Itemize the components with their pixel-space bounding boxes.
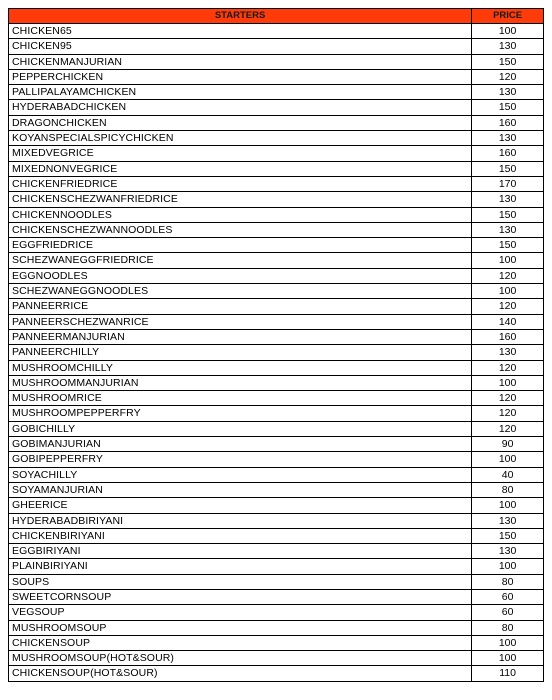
table-row [9,482,544,497]
table-row [9,360,544,375]
table-row [9,421,544,436]
item-price-cell: 130 [472,222,544,237]
item-name-cell: SOYACHILLY [9,467,472,482]
item-name-cell: PANNEERCHILLY [9,345,472,360]
table-row [9,192,544,207]
table-row [9,268,544,283]
item-name-cell: SWEETCORNSOUP [9,589,472,604]
table-row [9,528,544,543]
item-name-cell: SOUPS [9,574,472,589]
item-price-cell: 100 [472,498,544,513]
item-price-cell: 90 [472,437,544,452]
table-row [9,238,544,253]
table-row [9,513,544,528]
table-row [9,498,544,513]
table-row [9,589,544,604]
item-price-cell: 100 [472,635,544,650]
item-name-cell: GOBIMANJURIAN [9,437,472,452]
item-name-cell: MIXEDVEGRICE [9,146,472,161]
item-name-cell: CHICKENMANJURIAN [9,54,472,69]
item-price-cell: 100 [472,253,544,268]
item-price-cell: 130 [472,192,544,207]
item-price-cell: 160 [472,115,544,130]
item-name-cell: PANNEERMANJURIAN [9,329,472,344]
item-price-cell: 150 [472,528,544,543]
item-price-cell: 100 [472,375,544,390]
table-row [9,666,544,681]
table-row [9,131,544,146]
item-price-cell: 100 [472,651,544,666]
table-row [9,329,544,344]
item-name-cell: CHICKENFRIEDRICE [9,176,472,191]
table-row [9,176,544,191]
table-row [9,375,544,390]
table-row [9,54,544,69]
item-name-cell: GOBIPEPPERFRY [9,452,472,467]
item-price-cell: 40 [472,467,544,482]
item-name-cell: HYDERABADBIRIYANI [9,513,472,528]
table-row [9,651,544,666]
item-name-cell: SCHEZWANEGGFRIEDRICE [9,253,472,268]
item-name-cell: CHICKENSOUP(HOT&SOUR) [9,666,472,681]
price-column-header: PRICE [472,9,544,24]
table-row [9,467,544,482]
table-row [9,299,544,314]
item-price-cell: 100 [472,559,544,574]
item-name-cell: CHICKENSCHEZWANFRIEDRICE [9,192,472,207]
item-price-cell: 150 [472,100,544,115]
item-price-cell: 100 [472,284,544,299]
item-name-cell: PALLIPALAYAMCHICKEN [9,85,472,100]
item-name-cell: PEPPERCHICKEN [9,69,472,84]
table-row [9,452,544,467]
table-row [9,544,544,559]
item-name-cell: CHICKEN65 [9,24,472,39]
item-name-cell: EGGNOODLES [9,268,472,283]
item-name-cell: PANNEERSCHEZWANRICE [9,314,472,329]
item-price-cell: 80 [472,482,544,497]
item-name-cell: MUSHROOMRICE [9,391,472,406]
table-row [9,100,544,115]
item-name-cell: PLAINBIRIYANI [9,559,472,574]
table-row [9,437,544,452]
menu-items-body [9,24,544,682]
item-price-cell: 130 [472,513,544,528]
item-name-cell: DRAGONCHICKEN [9,115,472,130]
item-name-cell: GOBICHILLY [9,421,472,436]
item-price-cell: 130 [472,544,544,559]
table-row [9,314,544,329]
table-row [9,115,544,130]
item-price-cell: 130 [472,345,544,360]
item-price-cell: 100 [472,452,544,467]
item-price-cell: 120 [472,391,544,406]
table-header-row [9,9,544,24]
table-row [9,574,544,589]
table-row [9,605,544,620]
item-price-cell: 110 [472,666,544,681]
table-row [9,222,544,237]
item-name-cell: MUSHROOMPEPPERFRY [9,406,472,421]
item-price-cell: 120 [472,360,544,375]
item-name-cell: HYDERABADCHICKEN [9,100,472,115]
table-row [9,391,544,406]
table-row [9,69,544,84]
item-name-cell: CHICKENSOUP [9,635,472,650]
item-price-cell: 140 [472,314,544,329]
item-name-cell: CHICKEN95 [9,39,472,54]
item-name-cell: GHEERICE [9,498,472,513]
item-price-cell: 80 [472,620,544,635]
table-row [9,635,544,650]
item-name-cell: MUSHROOMSOUP(HOT&SOUR) [9,651,472,666]
item-name-cell: MUSHROOMMANJURIAN [9,375,472,390]
table-row [9,207,544,222]
item-name-cell: MUSHROOMSOUP [9,620,472,635]
item-price-cell: 150 [472,54,544,69]
table-row [9,253,544,268]
starters-column-header: STARTERS [9,9,472,24]
item-price-cell: 80 [472,574,544,589]
item-name-cell: EGGBIRIYANI [9,544,472,559]
item-name-cell: MUSHROOMCHILLY [9,360,472,375]
item-price-cell: 150 [472,207,544,222]
table-row [9,559,544,574]
table-row [9,39,544,54]
item-price-cell: 120 [472,69,544,84]
item-name-cell: MIXEDNONVEGRICE [9,161,472,176]
item-price-cell: 160 [472,146,544,161]
item-price-cell: 160 [472,329,544,344]
item-price-cell: 120 [472,421,544,436]
table-row [9,85,544,100]
item-price-cell: 130 [472,131,544,146]
table-row [9,406,544,421]
item-name-cell: SCHEZWANEGGNOODLES [9,284,472,299]
item-price-cell: 60 [472,605,544,620]
item-price-cell: 150 [472,238,544,253]
item-price-cell: 170 [472,176,544,191]
table-row [9,620,544,635]
table-row [9,161,544,176]
item-price-cell: 120 [472,268,544,283]
menu-price-table [8,8,544,682]
item-name-cell: KOYANSPECIALSPICYCHICKEN [9,131,472,146]
item-price-cell: 60 [472,589,544,604]
item-price-cell: 120 [472,406,544,421]
table-row [9,345,544,360]
item-name-cell: VEGSOUP [9,605,472,620]
table-row [9,284,544,299]
table-row [9,24,544,39]
item-price-cell: 120 [472,299,544,314]
item-name-cell: CHICKENSCHEZWANNOODLES [9,222,472,237]
item-price-cell: 100 [472,24,544,39]
item-name-cell: SOYAMANJURIAN [9,482,472,497]
item-name-cell: CHICKENNOODLES [9,207,472,222]
item-price-cell: 130 [472,39,544,54]
table-row [9,146,544,161]
item-price-cell: 150 [472,161,544,176]
item-name-cell: PANNEERRICE [9,299,472,314]
item-name-cell: EGGFRIEDRICE [9,238,472,253]
item-price-cell: 130 [472,85,544,100]
item-name-cell: CHICKENBIRIYANI [9,528,472,543]
